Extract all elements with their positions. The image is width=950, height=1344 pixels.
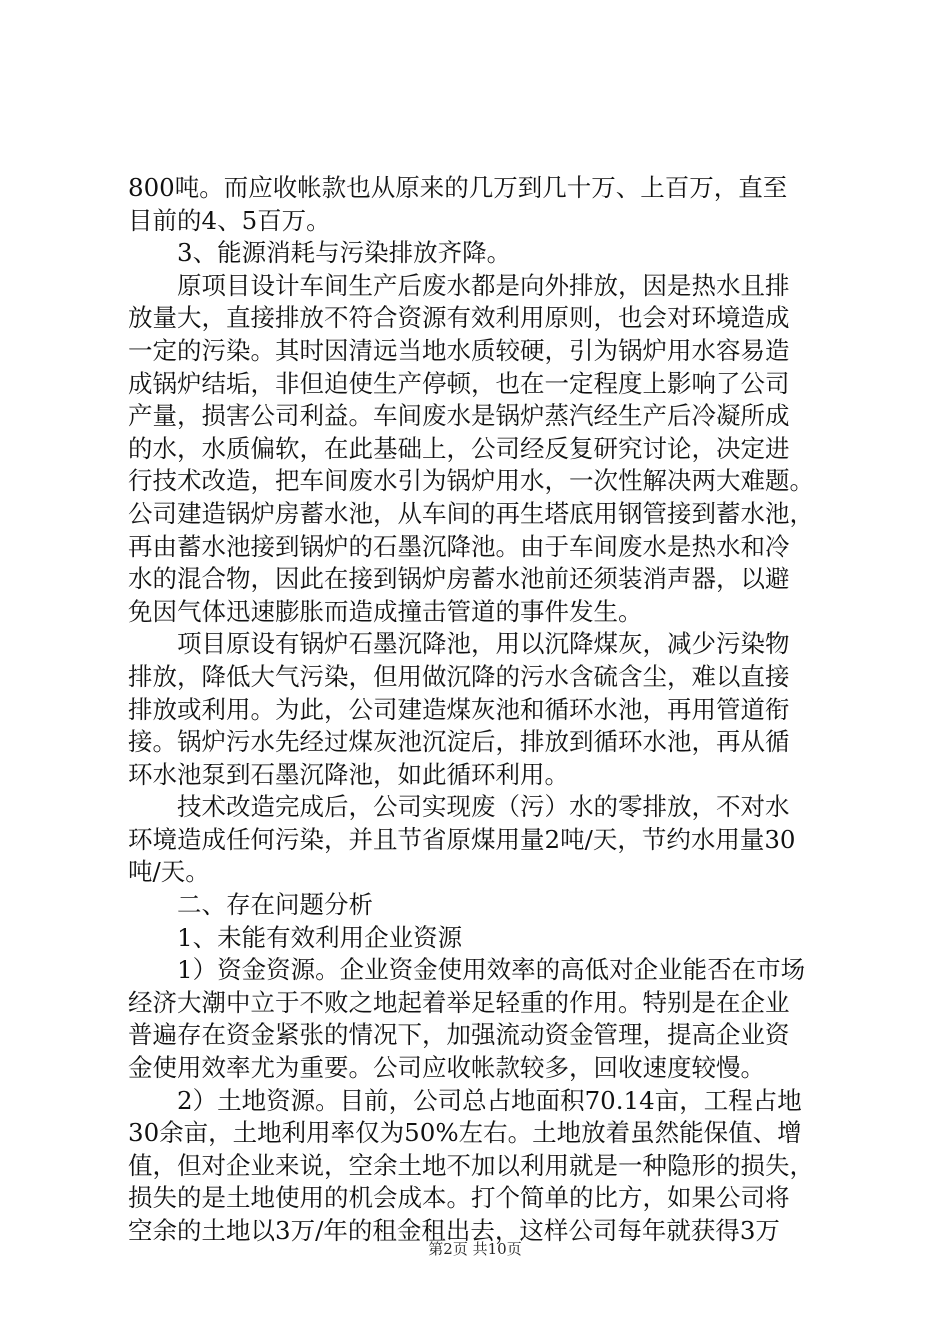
text-line: 损失的是土地使用的机会成本。打个简单的比方，如果公司将 bbox=[128, 1183, 790, 1213]
text-line: 30余亩，土地利用率仅为50%左右。土地放着虽然能保值、增 bbox=[128, 1118, 802, 1148]
text-line: 环境造成任何污染，并且节省原煤用量2吨/天，节约水用量30 bbox=[128, 824, 796, 854]
text-line: 排放，降低大气污染，但用做沉降的污水含硫含尘，难以直接 bbox=[128, 661, 790, 691]
text-line: 金使用效率尤为重要。公司应收帐款较多，回收速度较慢。 bbox=[128, 1053, 765, 1083]
text-line: 1、未能有效利用企业资源 bbox=[128, 922, 463, 952]
text-line: 800吨。而应收帐款也从原来的几万到几十万、上百万，直至 bbox=[128, 173, 788, 202]
text-line: 3、能源消耗与污染排放齐降。 bbox=[128, 238, 512, 268]
body-text bbox=[128, 172, 832, 1248]
text-line: 普遍存在资金紧张的情况下，加强流动资金管理，提高企业资 bbox=[128, 1020, 790, 1050]
text-line: 免因气体迅速膨胀而造成撞击管道的事件发生。 bbox=[128, 596, 643, 626]
text-line: 产量，损害公司利益。车间废水是锅炉蒸汽经生产后冷凝所成 bbox=[128, 401, 790, 431]
text-line: 水的混合物，因此在接到锅炉房蓄水池前还须装消声器，以避 bbox=[128, 564, 790, 594]
text-line: 再由蓄水池接到锅炉的石墨沉降池。由于车间废水是热水和冷 bbox=[128, 531, 790, 561]
text-line: 排放或利用。为此，公司建造煤灰池和循环水池，再用管道衔 bbox=[128, 694, 790, 724]
page-footer bbox=[0, 1238, 950, 1259]
text-line: 目前的4、5百万。 bbox=[128, 205, 331, 235]
text-line: 放量大，直接排放不符合资源有效利用原则，也会对环境造成 bbox=[128, 303, 790, 333]
text-line: 项目原设有锅炉石墨沉降池，用以沉降煤灰，减少污染物 bbox=[128, 629, 790, 659]
text-line: 吨/天。 bbox=[128, 857, 210, 887]
text-line: 2）土地资源。目前，公司总占地面积70.14亩，工程占地 bbox=[128, 1085, 802, 1115]
page-number-label: 第2页 共10页 bbox=[428, 1240, 522, 1258]
text-line: 技术改造完成后，公司实现废（污）水的零排放，不对水 bbox=[128, 792, 790, 822]
text-line: 接。锅炉污水先经过煤灰池沉淀后，排放到循环水池，再从循 bbox=[128, 727, 790, 757]
text-line: 成锅炉结垢，非但迫使生产停顿，也在一定程度上影响了公司 bbox=[128, 368, 790, 398]
text-line: 公司建造锅炉房蓄水池，从车间的再生塔底用钢管接到蓄水池， bbox=[128, 498, 814, 528]
text-line: 经济大潮中立于不败之地起着举足轻重的作用。特别是在企业 bbox=[128, 987, 790, 1017]
text-line: 空余的土地以3万/年的租金租出去，这样公司每年就获得3万 bbox=[128, 1216, 780, 1245]
text-line: 一定的污染。其时因清远当地水质较硬，引为锅炉用水容易造 bbox=[128, 335, 790, 365]
text-line: 二、存在问题分析 bbox=[128, 890, 373, 920]
text-line: 环水池泵到石墨沉降池，如此循环利用。 bbox=[128, 759, 569, 789]
text-line: 1）资金资源。企业资金使用效率的高低对企业能否在市场 bbox=[128, 955, 806, 985]
text-line: 原项目设计车间生产后废水都是向外排放，因是热水且排 bbox=[128, 270, 790, 300]
text-line: 行技术改造，把车间废水引为锅炉用水，一次性解决两大难题。 bbox=[128, 466, 814, 496]
text-line: 值，但对企业来说，空余土地不加以利用就是一种隐形的损失， bbox=[128, 1150, 814, 1180]
text-line: 的水，水质偏软，在此基础上，公司经反复研究讨论，决定进 bbox=[128, 433, 790, 463]
